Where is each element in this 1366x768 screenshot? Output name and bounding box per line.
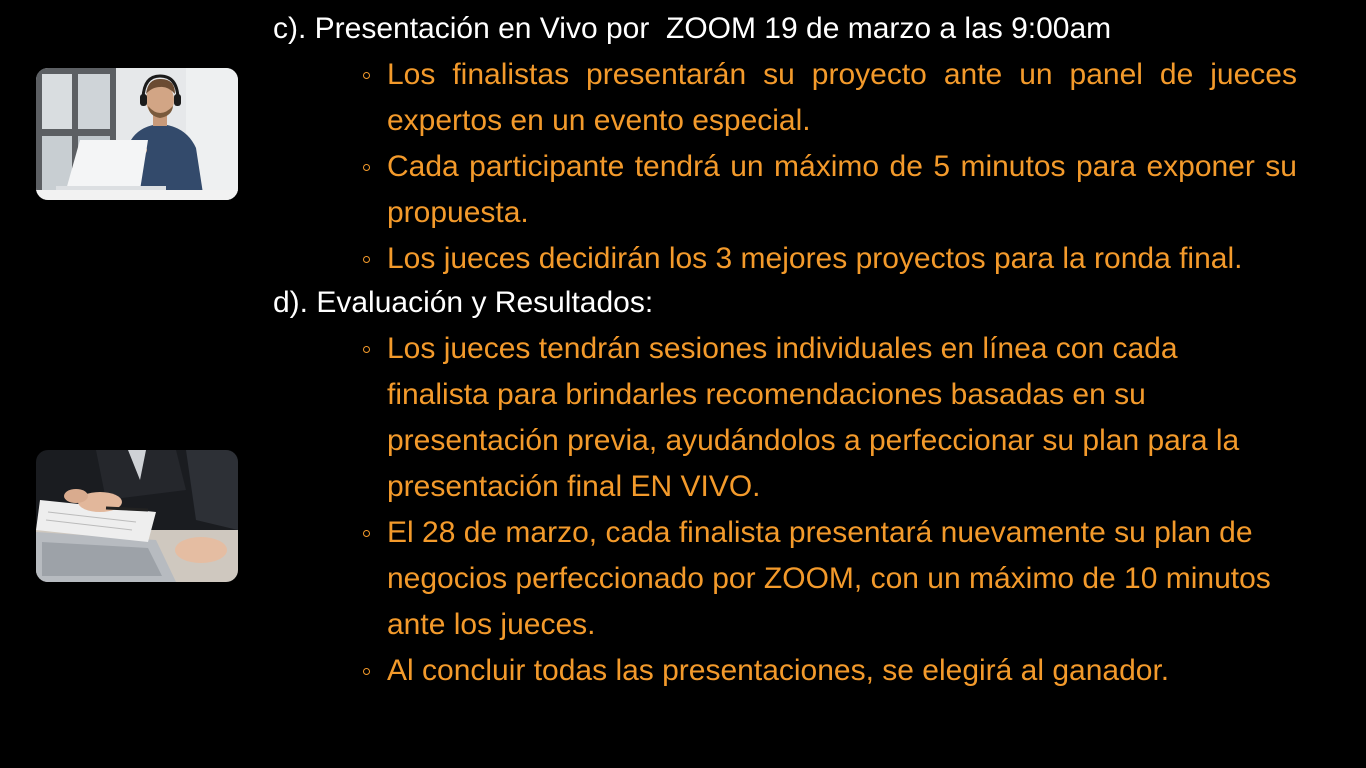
bullet-text: Los jueces decidirán los 3 mejores proyectos para la ronda final. [387, 242, 1243, 275]
section-c-heading: c). Presentación en Vivo por ZOOM 19 de marzo a las 9:00am [273, 12, 1112, 45]
list-item [273, 510, 1287, 648]
hollow-circle-bullet-icon [363, 346, 370, 353]
business-documents-review-photo [36, 450, 238, 582]
hollow-circle-bullet-icon [363, 256, 370, 263]
hollow-circle-bullet-icon [363, 164, 370, 171]
section-c-bullet-list [273, 50, 1303, 282]
section-d-heading: d). Evaluación y Resultados: [273, 286, 654, 319]
bullet-text: Cada participante tendrá un máximo de 5 minutos para exponer su propuesta. [387, 150, 1297, 229]
list-item [273, 52, 1297, 144]
list-item [273, 144, 1297, 236]
list-item [273, 648, 1287, 694]
hollow-circle-bullet-icon [363, 530, 370, 537]
bullet-text: Los jueces tendrán sesiones individuales en línea con cada finalista para brindarles recomendaciones basadas en su presentación previa, ayudándolos a perfeccionar su plan para la presentación final EN VIVO. [387, 332, 1240, 503]
main-content [273, 8, 1303, 694]
hollow-circle-bullet-icon [363, 72, 370, 79]
man-with-headphones-on-video-call-photo [36, 68, 238, 200]
section-d-bullet-list [273, 324, 1303, 694]
hollow-circle-bullet-icon [363, 668, 370, 675]
list-item [273, 236, 1297, 282]
bullet-text: Al concluir todas las presentaciones, se elegirá al ganador. [387, 654, 1170, 687]
bullet-text: Los finalistas presentarán su proyecto ante un panel de jueces expertos en un evento especial. [387, 58, 1297, 137]
bullet-text: El 28 de marzo, cada finalista presentará nuevamente su plan de negocios perfeccionado por ZOOM, con un máximo de 10 minutos ante los jueces. [387, 516, 1271, 641]
list-item [273, 326, 1287, 510]
